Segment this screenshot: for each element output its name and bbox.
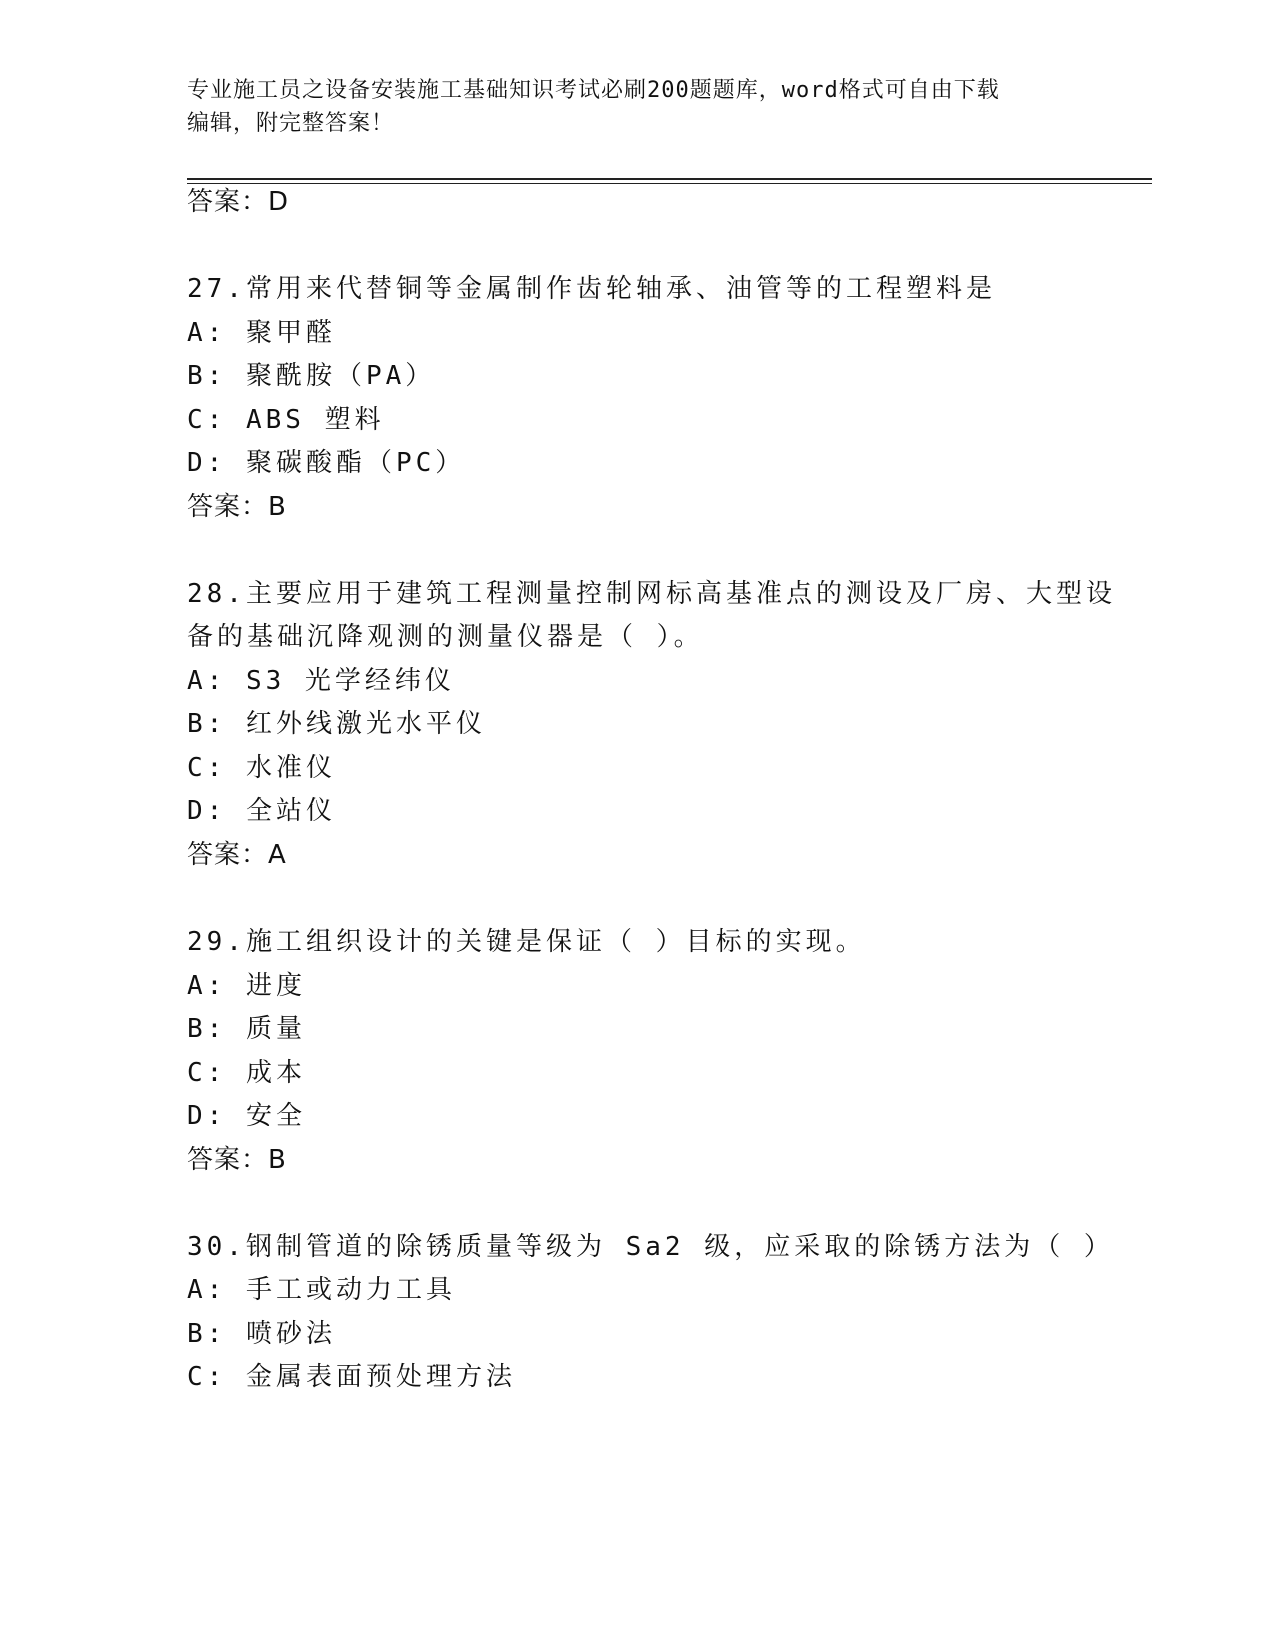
question-27-option-a: A: 聚甲醛 [187,318,336,348]
question-29-stem: 29.施工组织设计的关键是保证（ ）目标的实现。 [187,927,866,957]
question-28-stem-line-1: 28.主要应用于建筑工程测量控制网标高基准点的测设及厂房、大型设 [187,579,1116,609]
header-title-line-1: 专业施工员之设备安装施工基础知识考试必刷200题题库，word格式可自由下载 [187,78,1000,103]
question-28-option-b: B: 红外线激光水平仪 [187,709,486,739]
question-29-option-c: C: 成本 [187,1058,306,1088]
header-divider-thin [187,183,1152,184]
question-27-option-b: B: 聚酰胺（PA） [187,361,436,391]
question-30-stem: 30.钢制管道的除锈质量等级为 Sa2 级，应采取的除锈方法为（ ） [187,1232,1114,1262]
question-29-option-d: D: 安全 [187,1101,306,1131]
question-27-option-c: C: ABS 塑料 [187,405,385,435]
question-27-option-d: D: 聚碳酸酯（PC） [187,448,466,478]
question-30-option-c: C: 金属表面预处理方法 [187,1362,516,1392]
question-27-stem: 27.常用来代替铜等金属制作齿轮轴承、油管等的工程塑料是 [187,274,996,304]
header-title-line-2: 编辑，附完整答案！ [187,111,395,136]
question-28-option-a: A: S3 光学经纬仪 [187,666,455,696]
question-28-answer: 答案：A [187,840,287,870]
question-29-option-b: B: 质量 [187,1014,306,1044]
header-divider-thick [187,178,1152,180]
question-28-option-d: D: 全站仪 [187,796,336,826]
question-29-answer: 答案：B [187,1145,287,1175]
question-29-option-a: A: 进度 [187,971,306,1001]
document-header [187,74,1087,140]
question-30-option-a: A: 手工或动力工具 [187,1275,456,1305]
question-27-answer: 答案：B [187,492,287,522]
answer-26: 答案：D [187,187,290,217]
document-page [187,0,1152,1650]
question-30-option-b: B: 喷砂法 [187,1319,336,1349]
question-28-option-c: C: 水准仪 [187,753,336,783]
question-28-stem-line-2: 备的基础沉降观测的测量仪器是（ ）。 [187,622,704,652]
